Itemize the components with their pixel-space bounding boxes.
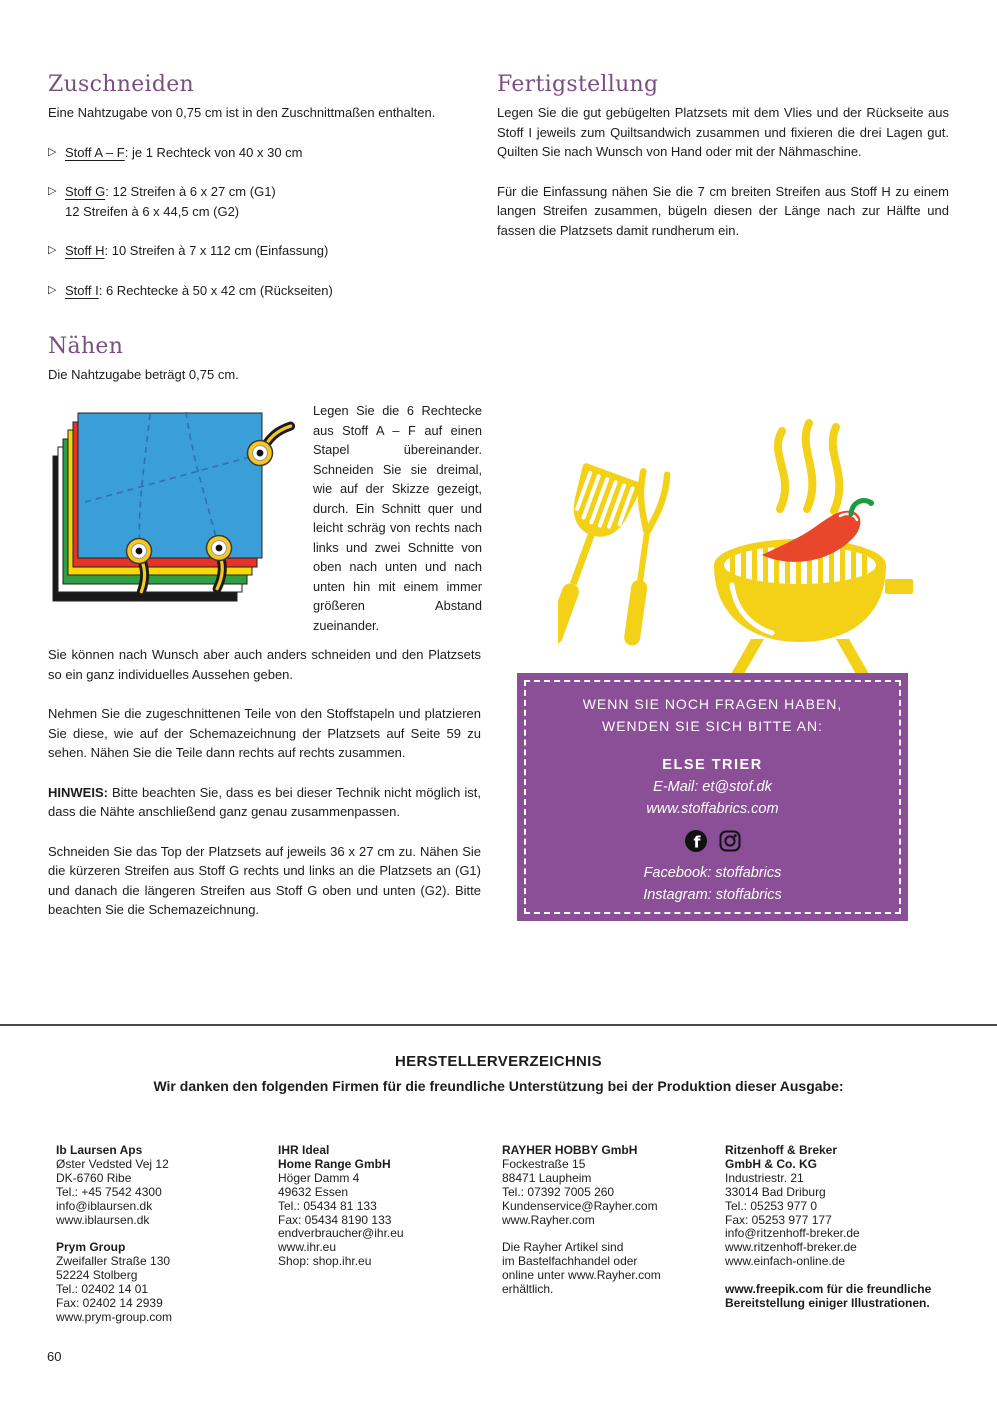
text-line: Tel.: 07392 7005 260 <box>502 1184 615 1199</box>
naehen-paragraph-1: Sie können nach Wunsch aber auch anders schneiden und den Platzsets so ein ganz individuelles Aussehen geben. <box>48 647 481 682</box>
availability-note <box>502 1241 714 1297</box>
text-line: 33014 Bad Driburg <box>725 1184 826 1199</box>
fabric-label: Stoff G <box>65 184 106 199</box>
text-line: Bereitstellung einiger Illustrationen. <box>725 1296 930 1311</box>
fabric-spec: : 12 Streifen à 6 x 27 cm (G1) <box>105 184 276 199</box>
zuschneiden-title: Zuschneiden <box>48 72 195 97</box>
company-name: Ib Laursen Aps <box>56 1143 143 1157</box>
directory-column-4 <box>725 1144 949 1311</box>
cut-item-stoff-h <box>48 241 481 261</box>
contact-heading-line1: WENN SIE NOCH FRAGEN HABEN, <box>582 696 843 712</box>
directory-column-1 <box>56 1144 268 1325</box>
triangle-bullet-icon: ▷ <box>48 185 57 197</box>
text-line: Die Rayher Artikel sind <box>502 1240 624 1255</box>
cut-item-stoff-i <box>48 281 481 301</box>
fertigstellung-paragraph-1: Legen Sie die gut gebügelten Platzsets mit dem Vlies und der Rückseite aus Stoff I jeweils zum Quiltsandwich zusammen und fixieren die drei Lagen gut. Quilten Sie nach Wunsch von Hand oder mit der Nähmaschine. <box>497 105 949 159</box>
facebook-icon <box>684 829 708 853</box>
grill-leg-right <box>836 639 869 674</box>
bbq-illustration <box>558 413 958 680</box>
contact-facebook: Facebook: stoffabrics <box>643 865 782 881</box>
text-line: info@ritzenhoff-breker.de <box>725 1226 860 1241</box>
text-line: Tel.: 05434 81 133 <box>278 1198 377 1213</box>
cut-item-text <box>65 143 303 163</box>
company-name: Home Range GmbH <box>278 1156 391 1171</box>
company-details <box>278 1172 490 1269</box>
freepik-credit <box>725 1283 949 1311</box>
text-line: 49632 Essen <box>278 1184 349 1199</box>
cut-item-stoff-a-f <box>48 143 481 163</box>
triangle-bullet-icon: ▷ <box>48 283 57 296</box>
fertigstellung-paragraph-2: Für die Einfassung nähen Sie die 7 cm breiten Streifen aus Stoff H zu einem langen Streifen zusammen, bügeln diesen der Länge nach zur Hälfte und fassen die Platzsets damit rundherum ein. <box>497 183 949 238</box>
section-divider <box>0 1024 997 1026</box>
naehen-paragraphs <box>48 645 481 920</box>
text-line: im Bastelfachhandel oder <box>502 1254 638 1269</box>
naehen-side-text: Legen Sie die 6 Rechtecke aus Stoff A – F auf einen Stapel übereinander. Schneiden Sie sie dreimal, wie auf der Skizze gezeigt, durch. Ein Schnitt quer und leicht schräg von rechts nach links und zwei Schnitte von oben nach unten und nach unten hin mit einem immer größeren Abstand zueinander. <box>313 403 482 633</box>
text-line: Tel.: 05253 977 0 <box>725 1198 818 1213</box>
bbq-svg <box>558 413 958 675</box>
text-line: www.Rayher.com <box>502 1212 595 1227</box>
directory-title: HERSTELLERVERZEICHNIS <box>395 1053 602 1070</box>
naehen-paragraph-2: Nehmen Sie die zugeschnittenen Teile von den Stoffstapeln und platzieren Sie diese, wie auf der Schemazeichnung der Platzsets auf Seite 59 zu sehen. Nähen Sie die Teile dann rechts auf rechts zusammen. <box>48 706 481 760</box>
contact-email: E-Mail: et@stof.dk <box>653 779 772 795</box>
company-name: Prym Group <box>56 1240 126 1255</box>
contact-box-heading <box>517 694 908 737</box>
text-line: erhältlich. <box>502 1282 554 1297</box>
company-details <box>56 1255 268 1325</box>
text-line: Fax: 02402 14 2939 <box>56 1296 163 1311</box>
directory-subtitle: Wir danken den folgenden Firmen für die freundliche Unterstützung bei der Produktion dieser Ausgabe: <box>153 1078 844 1094</box>
text-line: Industriestr. 21 <box>725 1170 804 1185</box>
cut-item-stoff-g <box>48 182 481 221</box>
cut-list <box>48 143 481 301</box>
company-details <box>502 1158 714 1228</box>
instagram-icon <box>718 829 742 853</box>
grill-handle <box>885 579 913 594</box>
cut-item-text <box>65 281 333 301</box>
page-number: 60 <box>47 1349 62 1364</box>
fabric-spec-line2: 12 Streifen à 6 x 44,5 cm (G2) <box>65 203 240 219</box>
fabric-layers <box>53 413 262 601</box>
text-line: www.einfach-online.de <box>725 1254 846 1269</box>
contact-instagram: Instagram: stoffabrics <box>643 887 782 903</box>
triangle-bullet-icon: ▷ <box>48 244 57 256</box>
fabric-label: Stoff I <box>65 282 99 298</box>
text-line: Shop: shop.ihr.eu <box>278 1254 372 1269</box>
company-name: RAYHER HOBBY GmbH <box>502 1143 638 1157</box>
text-line: Tel.: 02402 14 01 <box>56 1282 149 1297</box>
text-line: Fax: 05434 8190 133 <box>278 1212 392 1227</box>
fabric-spec: : 6 Rechtecke à 50 x 42 cm (Rückseiten) <box>98 282 333 298</box>
company-name: Ritzenhoff & Breker <box>725 1143 838 1157</box>
text-line: Fax: 05253 977 177 <box>725 1212 832 1227</box>
svg-text:f: f <box>693 832 700 852</box>
contact-heading-line2: WENDEN SIE SICH BITTE AN: <box>601 717 824 734</box>
text-line: Zweifaller Straße 130 <box>56 1254 171 1269</box>
naehen-intro: Die Nahtzugabe beträgt 0,75 cm. <box>48 367 239 382</box>
text-line: Fockestraße 15 <box>502 1156 586 1171</box>
fabric-label: Stoff H <box>65 243 105 258</box>
company-details <box>725 1172 949 1269</box>
text-line: Øster Vedsted Vej 12 <box>56 1156 169 1171</box>
text-line: online unter www.Rayher.com <box>502 1268 661 1283</box>
contact-box <box>517 673 908 921</box>
section-zuschneiden <box>48 72 481 320</box>
directory-header <box>0 1053 997 1094</box>
text-line: 52224 Stolberg <box>56 1268 138 1283</box>
fabric-label: Stoff A – F <box>65 144 125 160</box>
smoke-lines <box>778 423 839 511</box>
triangle-bullet-icon: ▷ <box>48 145 57 158</box>
naehen-hinweis <box>48 783 481 822</box>
company-details <box>56 1158 268 1228</box>
naehen-title: Nähen <box>48 334 124 359</box>
fabric-stack-svg <box>47 398 309 613</box>
fabric-spec: : je 1 Rechteck von 40 x 30 cm <box>124 144 303 160</box>
hinweis-text: Bitte beachten Sie, dass es bei dieser Technik nicht möglich ist, dass die Nähte anschließend ganz genau zusammenpassen. <box>48 784 481 819</box>
cut-item-text <box>65 182 276 202</box>
company-name: IHR Ideal <box>278 1143 330 1157</box>
naehen-paragraph-4: Schneiden Sie das Top der Platzsets auf jeweils 36 x 27 cm zu. Nähen Sie die kürzeren Streifen aus Stoff G rechts und links an die Platzsets an (G1) und danach die längeren Streifen aus Stoff G oben und unten (G2). Bitte beachten Sie die Schemazeichnung. <box>48 843 481 917</box>
fabric-stack-illustration <box>47 398 309 618</box>
directory-column-3 <box>502 1144 714 1297</box>
contact-name: ELSE TRIER <box>662 757 763 773</box>
social-icons <box>517 829 908 853</box>
text-line: Kundenservice@Rayher.com <box>502 1198 658 1213</box>
hinweis-label: HINWEIS: <box>48 784 108 800</box>
text-line: info@iblaursen.dk <box>56 1198 153 1213</box>
text-line: Höger Damm 4 <box>278 1170 360 1185</box>
grill-leg-left <box>731 639 764 674</box>
text-line: www.ihr.eu <box>278 1240 337 1255</box>
text-line: www.iblaursen.dk <box>56 1212 150 1227</box>
company-name: GmbH & Co. KG <box>725 1156 817 1171</box>
text-line: DK-6760 Ribe <box>56 1170 132 1185</box>
cut-item-text <box>65 241 328 261</box>
fertigstellung-title: Fertigstellung <box>497 72 659 97</box>
text-line: www.ritzenhoff-breker.de <box>725 1240 857 1255</box>
text-line: www.freepik.com für die freundliche <box>725 1282 932 1297</box>
contact-website: www.stoffabrics.com <box>646 801 779 817</box>
directory-column-2 <box>278 1144 490 1269</box>
text-line: Tel.: +45 7542 4300 <box>56 1184 162 1199</box>
text-line: 88471 Laupheim <box>502 1170 592 1185</box>
zuschneiden-intro: Eine Nahtzugabe von 0,75 cm ist in den Zuschnittmaßen enthalten. <box>48 105 436 120</box>
fabric-spec: : 10 Streifen à 7 x 112 cm (Einfassung) <box>104 243 329 258</box>
text-line: www.prym-group.com <box>56 1309 173 1324</box>
section-fertigstellung <box>497 72 949 240</box>
section-naehen <box>48 334 481 385</box>
text-line: endverbraucher@ihr.eu <box>278 1226 404 1241</box>
